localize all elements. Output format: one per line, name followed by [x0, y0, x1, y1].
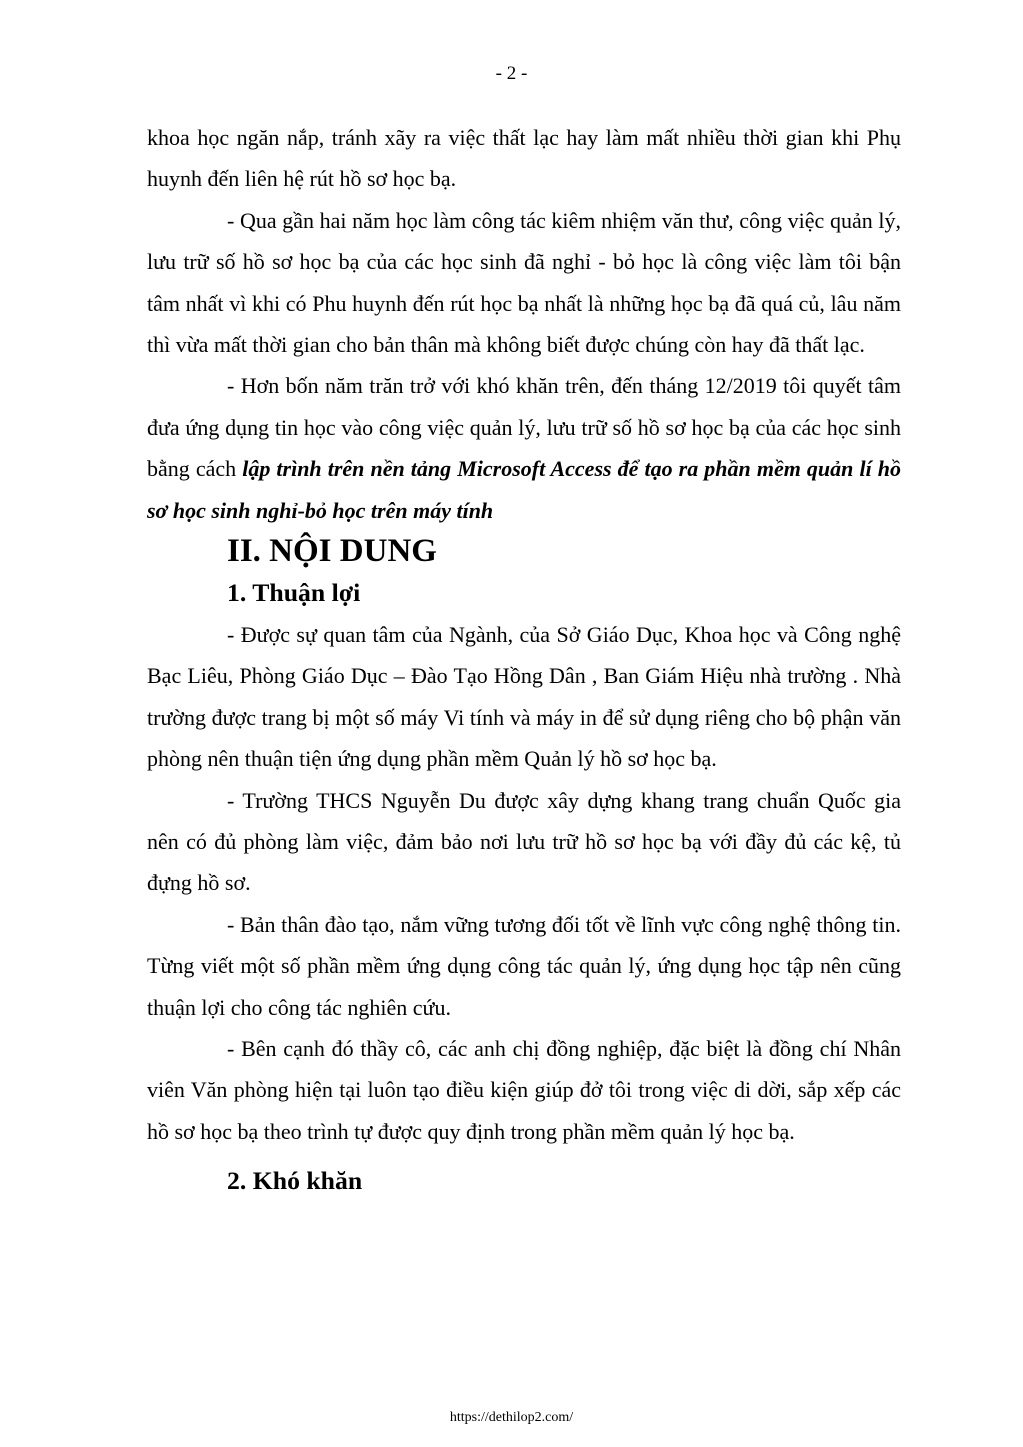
subsection-heading-advantages: 1. Thuận lợi	[227, 578, 361, 608]
advantage-item: - Được sự quan tâm của Ngành, của Sở Giáo Dục, Khoa học và Công nghệ Bạc Liêu, Phòng Giáo Dục – Đào Tạo Hồng Dân , Ban Giám Hiệu nhà trường . Nhà trường được trang bị một số máy Vi tính và máy in để sử dụng riêng cho bộ phận văn phòng nên thuận tiện ứng dụng phần mềm Quản lý hồ sơ học bạ.	[147, 621, 901, 772]
paragraph-archive-work: - Qua gần hai năm học làm công tác kiêm nhiệm văn thư, công việc quản lý, lưu trữ số hồ sơ học bạ của các học sinh đã nghỉ - bỏ học là công việc làm tôi bận tâm nhất vì khi có Phu huynh đến rút học bạ nhất là những học bạ đã quá củ, lâu năm thì vừa mất thời gian cho bản thân mà không biết được chúng còn hay đã thất lạc.	[147, 207, 901, 358]
advantage-item: - Trường THCS Nguyễn Du được xây dựng khang trang chuẩn Quốc gia nên có đủ phòng làm việc, đảm bảo nơi lưu trữ hồ sơ học bạ với đầy đủ các kệ, tủ đựng hồ sơ.	[147, 787, 901, 896]
footer-url: https://dethilop2.com/	[449, 1410, 574, 1425]
paragraph-continuation: khoa học ngăn nắp, tránh xãy ra việc thất lạc hay làm mất nhiều thời gian khi Phụ huynh đến liên hệ rút hồ sơ học bạ.	[147, 125, 901, 192]
section-heading-content: II. NỘI DUNG	[227, 533, 437, 570]
paragraph-solution-text: - Hơn bốn năm trăn trở với khó khăn trên, đến tháng 12/2019 tôi quyết tâm đưa ứng dụng tin học vào công việc quản lý, lưu trữ số hồ sơ học bạ của các học sinh bằng cách	[147, 373, 901, 482]
page-number: - 2 -	[495, 63, 528, 84]
paragraph-solution-emphasis: lập trình trên nền tảng Microsoft Access để tạo ra phần mềm quản lí hồ sơ học sinh nghỉ-bỏ học trên máy tính	[147, 456, 902, 523]
paragraph-solution	[147, 365, 901, 531]
document-body	[147, 117, 901, 1202]
subsection-heading-difficulties: 2. Khó khăn	[227, 1166, 363, 1196]
advantage-item: - Bên cạnh đó thầy cô, các anh chị đồng nghiệp, đặc biệt là đồng chí Nhân viên Văn phòng hiện tại luôn tạo điều kiện giúp đở tôi trong việc di dời, sắp xếp các hồ sơ học bạ theo trình tự được quy định trong phần mềm quản lý học bạ.	[147, 1035, 901, 1144]
advantage-item: - Bản thân đào tạo, nắm vững tương đối tốt về lĩnh vực công nghệ thông tin. Từng viết một số phần mềm ứng dụng công tác quản lý, ứng dụng học tập nên cũng thuận lợi cho công tác nghiên cứu.	[147, 911, 901, 1020]
